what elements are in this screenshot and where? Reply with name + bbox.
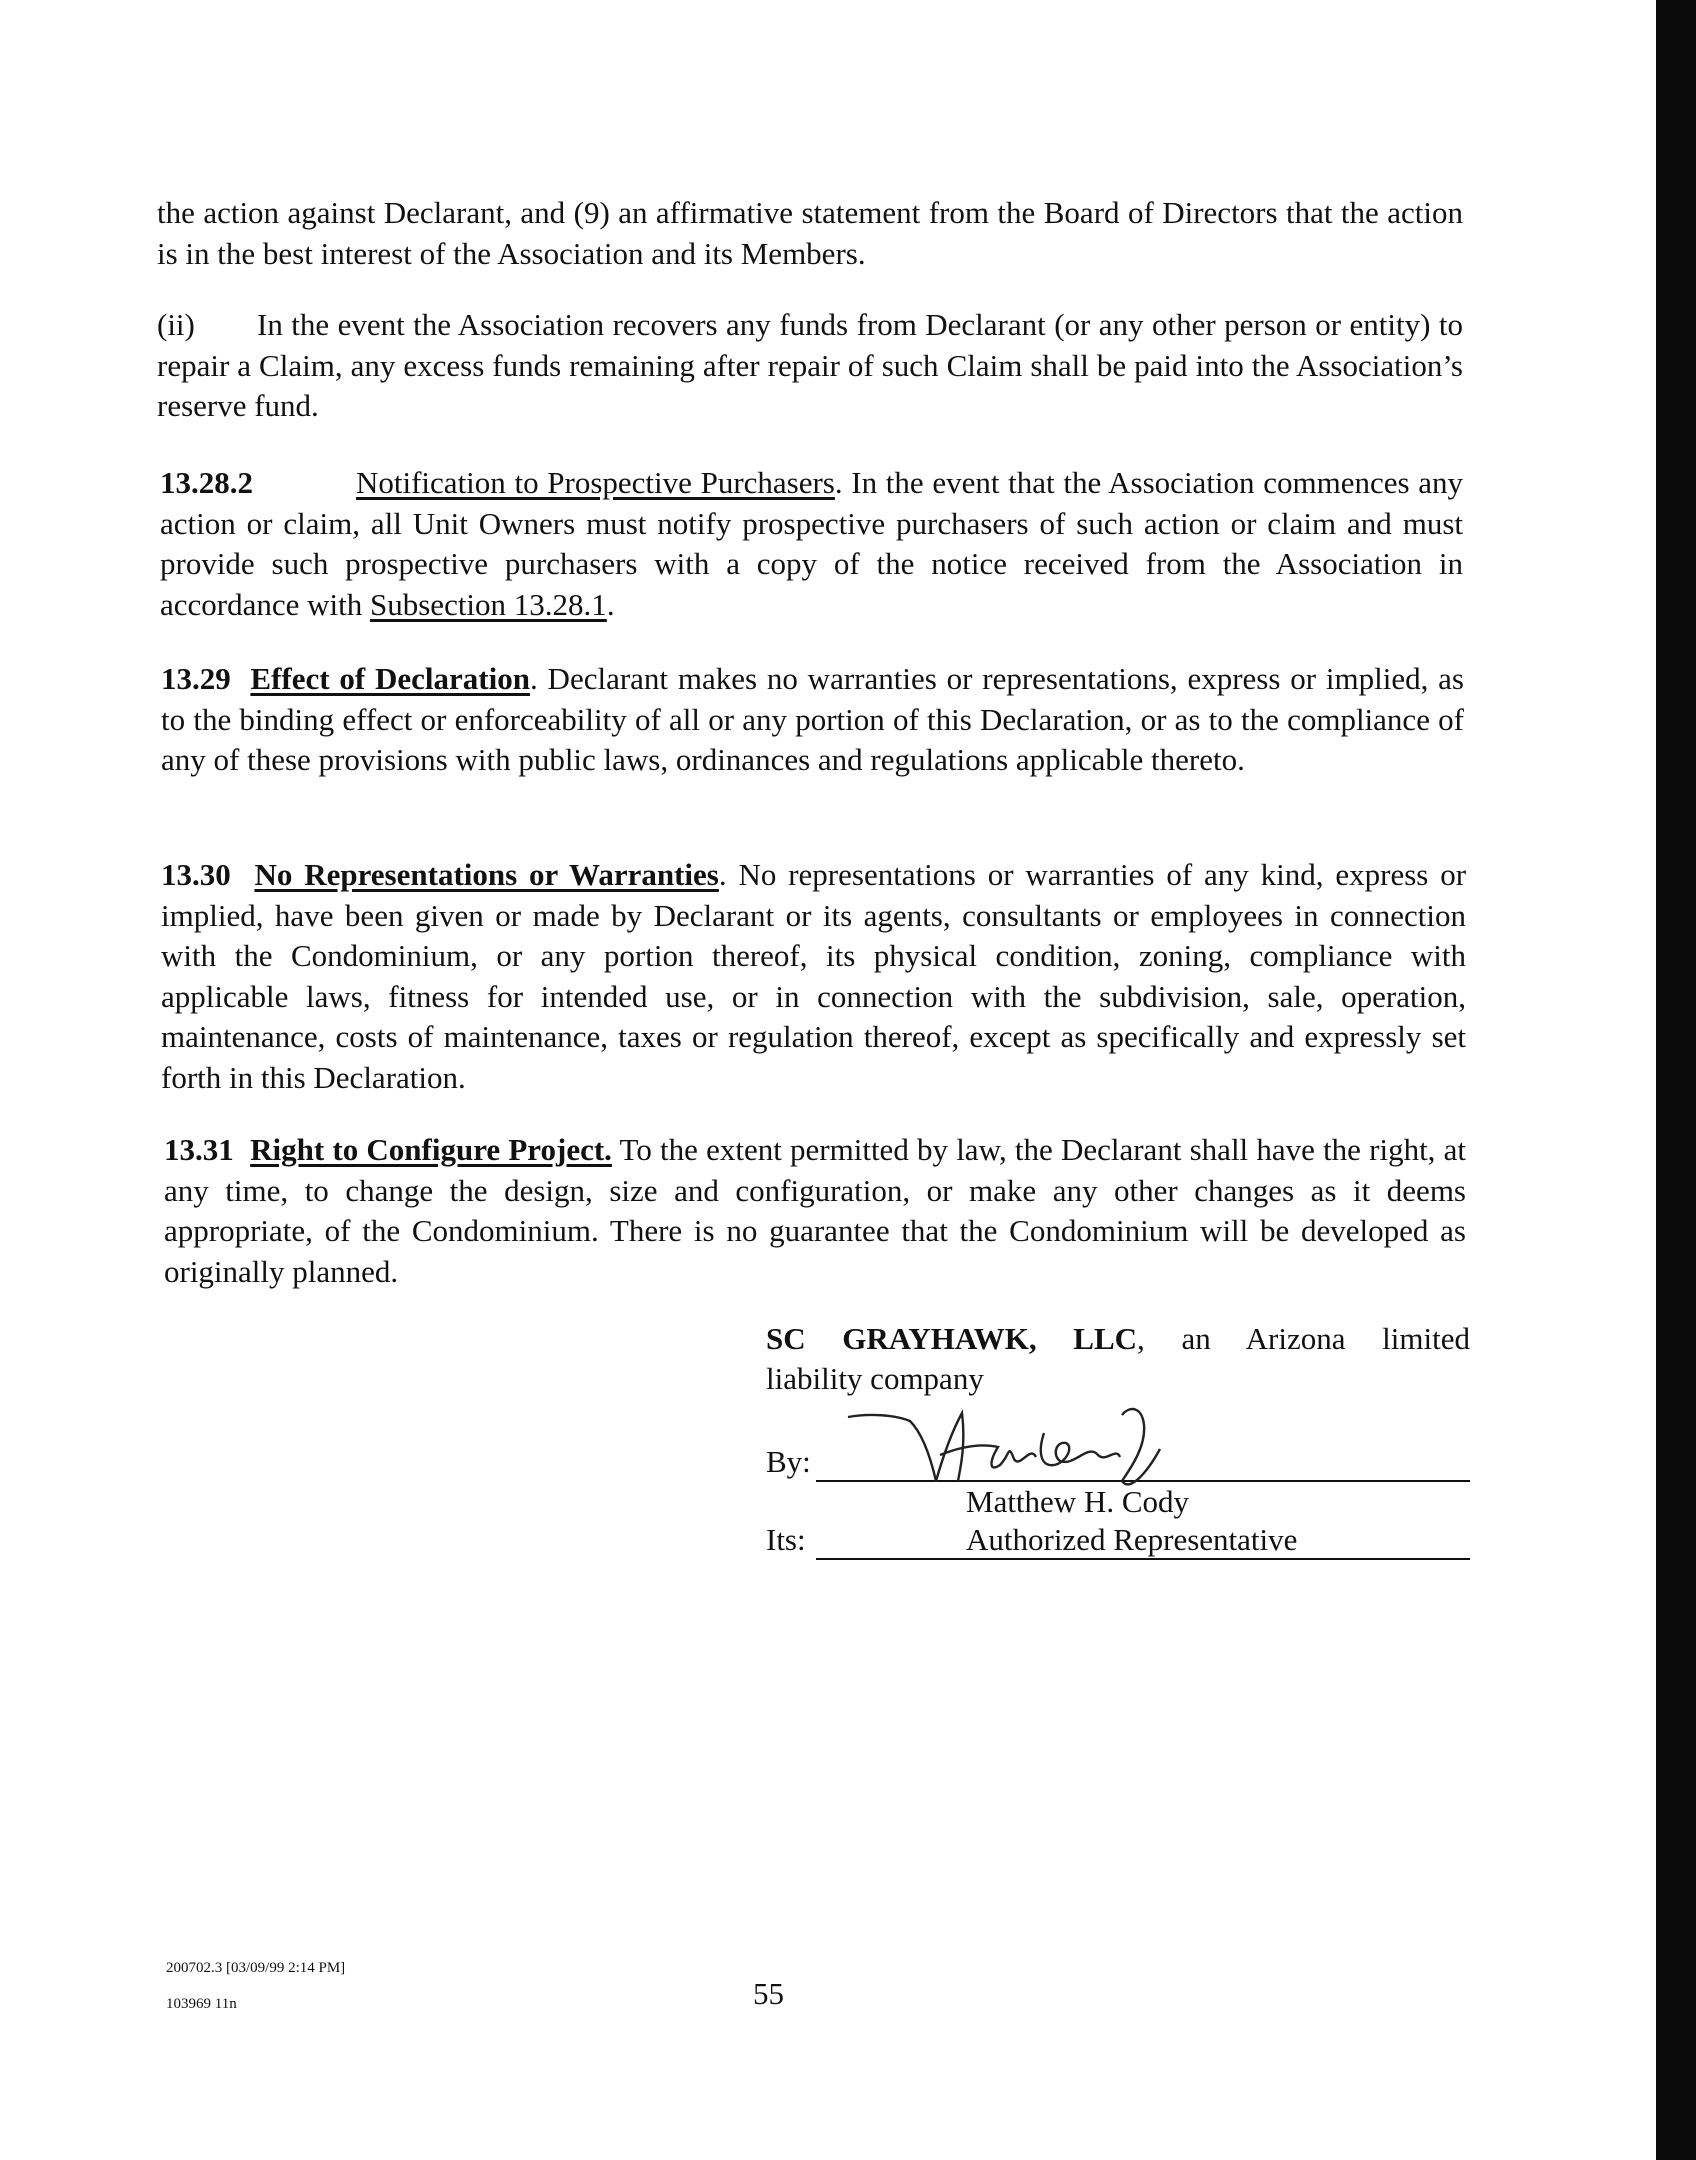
cross-reference: Subsection 13.28.1: [370, 586, 607, 622]
section-number: 13.31: [164, 1132, 234, 1167]
section-number: 13.28.2: [160, 465, 253, 500]
paragraph-13-30: [161, 855, 1466, 1098]
section-number: 13.30: [161, 857, 231, 892]
handwritten-signature: [830, 1385, 1210, 1500]
section-number: 13.29: [161, 661, 231, 696]
section-heading: Right to Configure Project.: [250, 1132, 612, 1167]
company-description: , an Arizona limited: [1137, 1321, 1470, 1356]
subsection-number: (ii): [157, 307, 195, 342]
scan-edge-bar: [1656, 0, 1696, 2160]
its-label: Its:: [766, 1522, 806, 1557]
section-heading: Notification to Prospective Purchasers: [356, 465, 835, 500]
paragraph-continuation: [157, 193, 1463, 274]
signer-title: Authorized Representative: [966, 1522, 1298, 1557]
paragraph-text: . Declarant makes no warranties or representations, express or implied, as to the binding effect or enforceability of all or any portion of this Declaration, or as to the compliance of any of these provisions with public laws, ordinances and regulations applicable thereto.: [161, 661, 1464, 777]
company-description-cont: liability company: [766, 1361, 984, 1396]
section-heading: No Representations or Warranties: [254, 857, 719, 892]
paragraph-text: In the event the Association recovers any funds from Declarant (or any other person or entity) to repair a Claim, any excess funds remaining after repair of such Claim shall be paid into the Association’s reserve fund.: [157, 307, 1463, 423]
its-line: [766, 1520, 1470, 1562]
page-number: 55: [753, 1976, 784, 2011]
section-heading: Effect of Declaration: [250, 661, 530, 696]
paragraph-13-31: [164, 1130, 1466, 1292]
by-label: By:: [766, 1444, 811, 1479]
paragraph-text: the action against Declarant, and (9) an affirmative statement from the Board of Directors that the action is in the best interest of the Association and its Members.: [157, 195, 1463, 271]
company-name: SC GRAYHAWK, LLC: [766, 1321, 1138, 1356]
document-code: 200702.3 [03/09/99 2:14 PM]: [166, 1960, 346, 1976]
paragraph-text: . In the event that the Association commences any action or claim, all Unit Owners must notify prospective purchasers of such action or claim and must provide such prospective purchasers with a copy of the notice received from the Association in accordance with: [160, 465, 1463, 622]
paragraph-subsection-ii: [157, 305, 1463, 427]
document-code-2: 103969 11n: [166, 1996, 237, 2012]
signer-name: Matthew H. Cody: [966, 1484, 1190, 1519]
paragraph-text-end: .: [606, 586, 615, 622]
paragraph-13-29: [161, 659, 1464, 781]
paragraph-13-28-2: [160, 463, 1463, 625]
paragraph-text: To the extent permitted by law, the Declarant shall have the right, at any time, to change the design, size and configuration, or make any other changes as it deems appropriate, of the Condominium. There is no guarantee that the Condominium will be developed as originally planned.: [164, 1132, 1466, 1289]
paragraph-text: . No representations or warranties of any kind, express or implied, have been given or made by Declarant or its agents, consultants or employees in connection with the Condominium, or any portion thereof, its physical condition, zoning, compliance with applicable laws, fitness for intended use, or in connection with the subdivision, sale, operation, maintenance, costs of maintenance, taxes or regulation thereof, except as specifically and expressly set forth in this Declaration.: [161, 857, 1467, 1095]
company-line: [766, 1319, 1470, 1359]
